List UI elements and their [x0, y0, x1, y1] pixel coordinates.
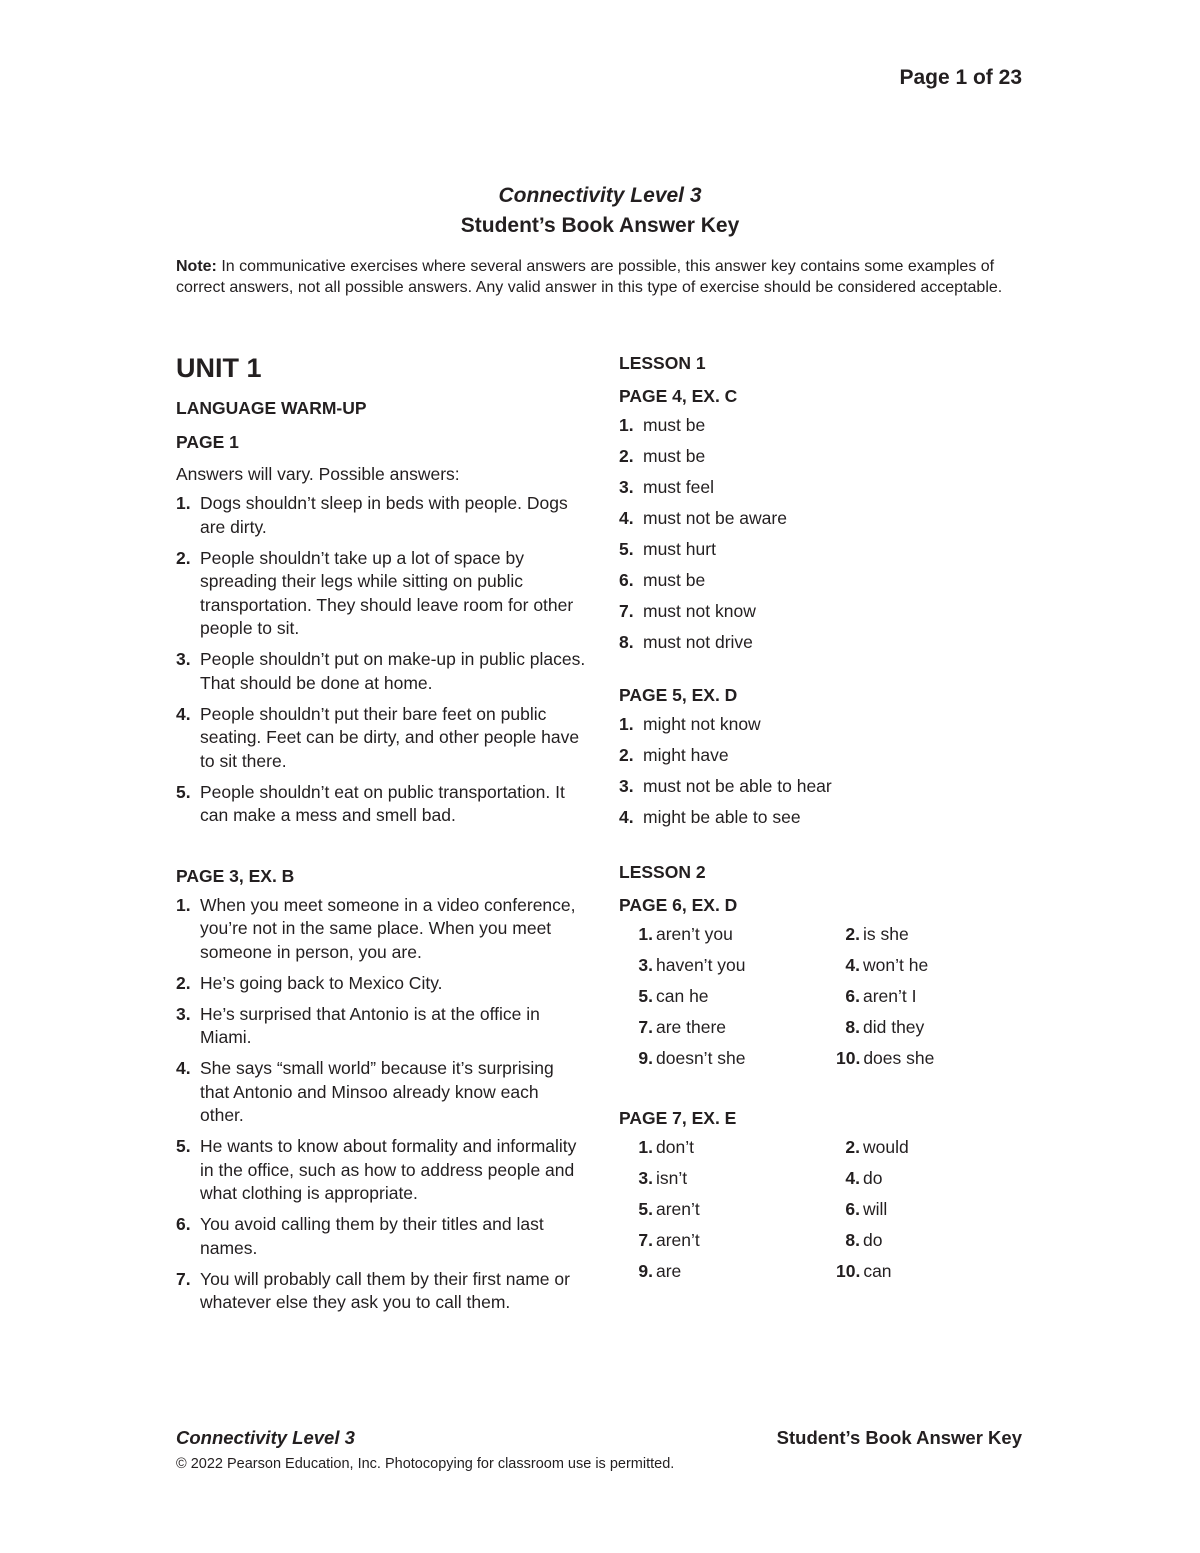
list-item: 6. aren’t I [845, 986, 917, 1006]
list-item: 5. People shouldn’t eat on public transportation. It can make a mess and smell bad. [176, 781, 565, 825]
list-item: 6. will [845, 1199, 888, 1219]
list-item: 1. must be [619, 415, 706, 435]
list-item: 2. He’s going back to Mexico City. [176, 972, 443, 993]
section-page-1: PAGE 1 [176, 432, 239, 452]
list-item: 5. can he [638, 986, 709, 1006]
list-item: 4. must not be aware [619, 508, 787, 528]
left-column [176, 348, 586, 1322]
list-item: 9. are [638, 1261, 682, 1281]
page-3-answers [176, 894, 586, 1315]
right-column [619, 348, 1039, 1291]
list-item: 5. aren’t [638, 1199, 700, 1219]
copyright-notice: © 2022 Pearson Education, Inc. Photocopying for classroom use is permitted. [176, 1456, 675, 1472]
page-1-answers [176, 492, 586, 828]
list-item: 1. don’t [638, 1137, 694, 1157]
list-item: 3. He’s surprised that Antonio is at the office in Miami. [176, 1003, 540, 1047]
unit-heading: UNIT 1 [176, 353, 262, 383]
list-item: 2. would [845, 1137, 909, 1157]
list-item: 1. aren’t you [638, 924, 733, 944]
note [176, 256, 1036, 298]
note-text: In communicative exercises where several answers are possible, this answer key contains some examples of correct answers, not all possible answers. Any valid answer in this type of exercise should be considered acceptable. [176, 258, 1003, 296]
list-item: 2. People shouldn’t take up a lot of space by spreading their legs while sitting on public transportation. They should leave room for other people to sit. [176, 547, 574, 638]
list-item: 3. must not be able to hear [619, 775, 832, 796]
list-item: 3. People shouldn’t put on make-up in public places. That should be done at home. [176, 649, 586, 693]
list-item: 7. must not know [619, 601, 756, 621]
list-item: 8. did they [845, 1017, 925, 1037]
list-item: 3. isn’t [638, 1168, 688, 1188]
list-item: 4. won’t he [845, 955, 929, 975]
section-language-warmup: LANGUAGE WARM-UP [176, 398, 367, 418]
list-item: 7. You will probably call them by their first name or whatever else they ask you to call them. [176, 1268, 570, 1312]
list-item: 4. People shouldn’t put their bare feet on public seating. Feet can be dirty, and other people have to sit there. [176, 703, 580, 771]
section-page-4: PAGE 4, EX. C [619, 386, 738, 406]
list-item: 1. might not know [619, 713, 761, 734]
list-item: 7. are there [638, 1017, 727, 1037]
footer-title: Connectivity Level 3 [176, 1427, 355, 1448]
section-page-3: PAGE 3, EX. B [176, 865, 295, 886]
list-item: 7. aren’t [638, 1230, 700, 1250]
list-item: 10. does she [836, 1048, 935, 1068]
lesson-1-heading: LESSON 1 [619, 353, 706, 373]
note-label: Note: [176, 258, 217, 275]
list-item: 5. He wants to know about formality and informality in the office, such as how to address people and what clothing is appropriate. [176, 1136, 577, 1203]
list-item: 4. She says “small world” because it’s surprising that Antonio and Minsoo already know each other. [176, 1058, 554, 1125]
document-subtitle: Student’s Book Answer Key [460, 214, 740, 237]
section-page-6: PAGE 6, EX. D [619, 895, 738, 915]
list-item: 2. is she [845, 924, 909, 944]
page-4-answers [619, 414, 1039, 655]
list-item: 2. must be [619, 446, 706, 466]
page-6-answers [629, 923, 1039, 1078]
list-item: 1. When you meet someone in a video conference, you’re not in the same place. When you meet someone in person, you are. [176, 894, 576, 962]
list-item: 8. must not drive [619, 632, 753, 652]
page-1-intro: Answers will vary. Possible answers: [176, 464, 460, 484]
list-item: 2. might have [619, 744, 729, 765]
list-item: 6. You avoid calling them by their titles and last names. [176, 1214, 544, 1258]
list-item: 3. must feel [619, 477, 714, 497]
section-page-7: PAGE 7, EX. E [619, 1108, 737, 1128]
page-5-answers [619, 713, 1039, 830]
page-number: Page 1 of 23 [899, 66, 1022, 89]
document-title: Connectivity Level 3 [498, 184, 702, 207]
section-page-5: PAGE 5, EX. D [619, 684, 738, 705]
footer-subtitle: Student’s Book Answer Key [776, 1427, 1022, 1448]
list-item: 8. do [845, 1230, 883, 1250]
list-item: 10. can [836, 1261, 892, 1281]
list-item: 4. do [845, 1168, 883, 1188]
page-7-answers [629, 1136, 1039, 1291]
list-item: 1. Dogs shouldn’t sleep in beds with people. Dogs are dirty. [176, 493, 568, 537]
list-item: 9. doesn’t she [638, 1048, 746, 1068]
list-item: 3. haven’t you [638, 955, 746, 975]
lesson-2-heading: LESSON 2 [619, 862, 706, 882]
list-item: 5. must hurt [619, 539, 716, 559]
list-item: 4. might be able to see [619, 806, 801, 827]
list-item: 6. must be [619, 570, 706, 590]
